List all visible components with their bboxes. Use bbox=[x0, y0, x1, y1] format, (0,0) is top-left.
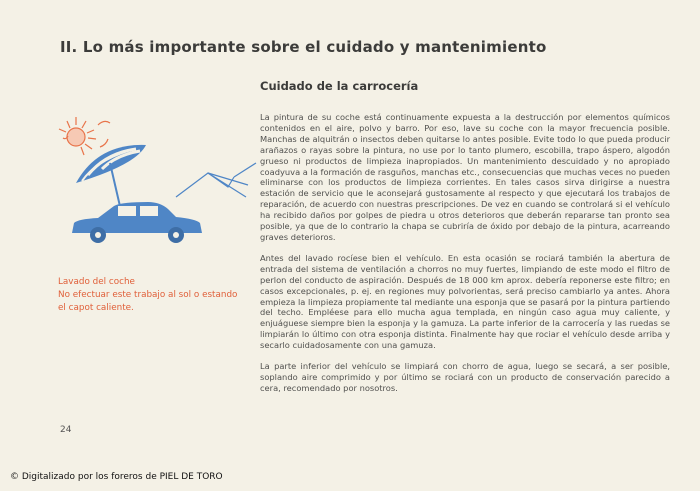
section-title: Cuidado de la carrocería bbox=[260, 79, 419, 93]
credit-line: © Digitalizado por los foreros de PIEL DE TORO bbox=[10, 472, 223, 482]
hose-spray-icon bbox=[176, 163, 256, 197]
paragraph-1: La pintura de su coche está continuamente expuesta a la destrucción por elementos químicos contenidos en el aire, polvo y barro. Por eso, lave su coche con la mayor frecuencia posible. Manchas de alquitrán o insectos deben quitarse lo antes posible. Evite todo lo que pueda producir arañazos o rayas sobre la pintura, no use por lo tanto plumero, escobilla, trapo áspero, algodón grueso ni productos de limpieza inapropiados. Un mantenimiento descuidado y no apropiado coadyuva a la formación de rasguños, manchas etc., consecuencias que muchas veces no pueden eliminarse con los productos de limpieza corrientes. En tales casos sirva dirigirse a nuestra estación de servicio que le aconsejará gustosamente al respecto y que ejecutará los trabajos de reparación, de acuerdo con nuestras prescripciones. De vez en cuando se controlará si el vehículo ha recibido daños por golpes de piedra u otros deterioros que deberán repararse tan pronto sea posible, ya que de lo contrario la chapa se cubriría de óxido por debajo de la pintura, acarreando graves deterioros. bbox=[260, 112, 670, 242]
car-icon bbox=[72, 202, 202, 243]
paragraph-3: La parte inferior del vehículo se limpiará con chorro de agua, luego se secará, a ser posible, soplando aire comprimido y por último se rociará con un producto de conservación parecido a cera, recomendado por nosotros. bbox=[260, 361, 670, 393]
caption-text: No efectuar este trabajo al sol o estando el capot caliente. bbox=[58, 290, 238, 313]
illustration-caption bbox=[58, 276, 248, 315]
caption-title: Lavado del coche bbox=[58, 277, 135, 287]
car-wash-illustration bbox=[58, 105, 258, 265]
paragraph-2: Antes del lavado rocíese bien el vehículo. En esta ocasión se rociará también la abertura de entrada del sistema de ventilación a chorros no muy fuertes, limpiando de este modo el filtro de perlon del conducto de aspiración. Después de 18 000 km aprox. debería reponerse este filtro; en casos excepcionales, p. ej. en regiones muy polvorientas, será preciso cambiarlo ya antes. Ahora empieza la limpieza propiamente tal mediante una esponja que se pasará por la pintura partiendo del techo. Empléese para ello mucha agua templada, en ningún caso agua muy caliente, y enjuáguese siempre bien la esponja y la gamuza. La parte inferior de la carrocería y las ruedas se limpiarán lo último con otra esponja distinta. Finalmente hay que rociar el vehículo desde arriba y secarlo cuidadosamente con una gamuza. bbox=[260, 252, 670, 351]
page-title: II. Lo más importante sobre el cuidado y mantenimiento bbox=[60, 38, 547, 56]
body-text bbox=[260, 112, 670, 404]
page-number: 24 bbox=[60, 425, 72, 435]
sun-icon bbox=[59, 117, 110, 155]
